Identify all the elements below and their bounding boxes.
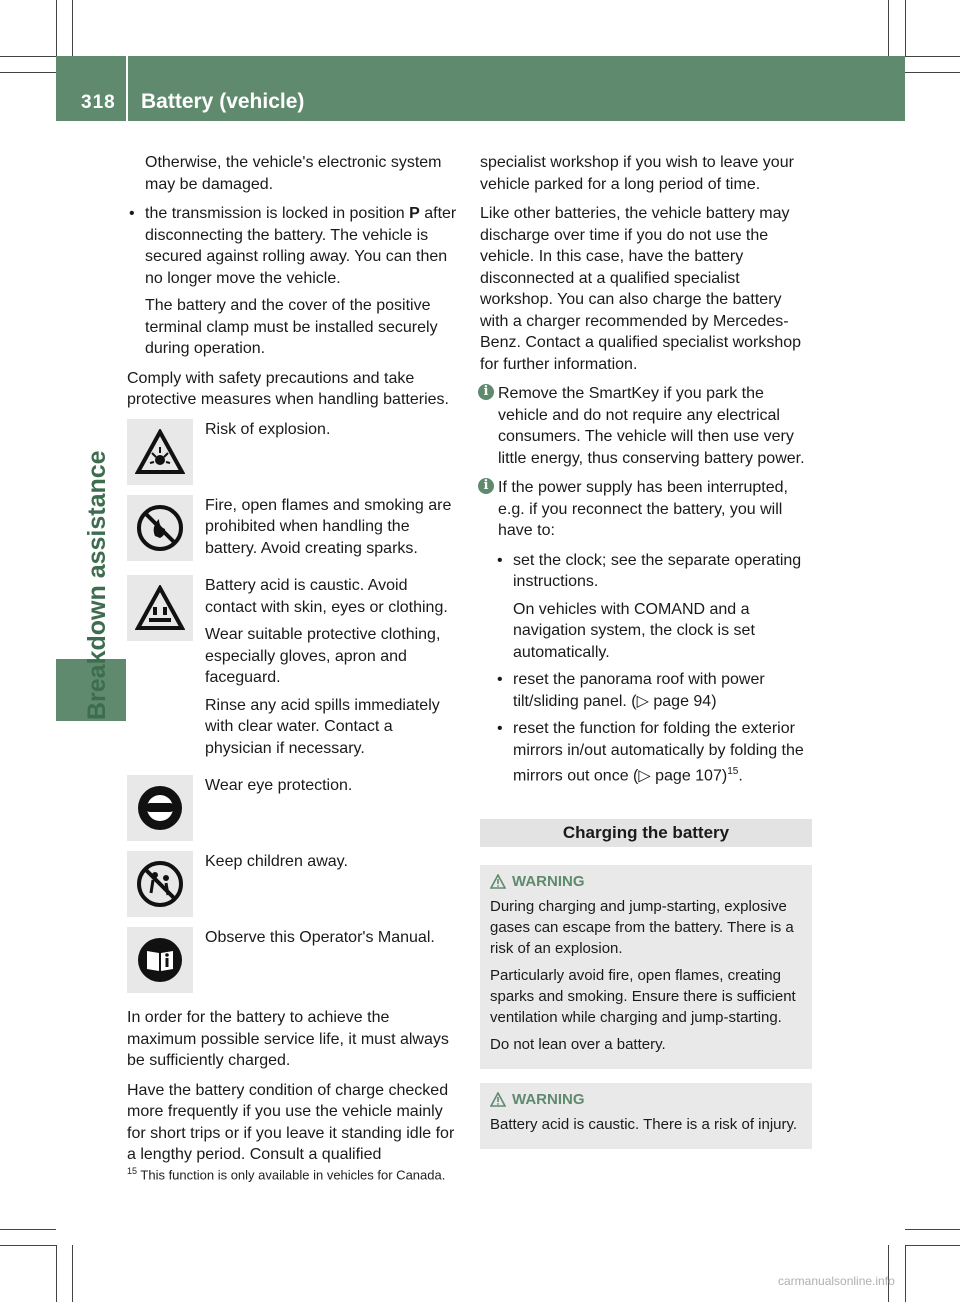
left-column bbox=[127, 152, 462, 1174]
list-item: • the transmission is locked in position P after disconnecting the battery. The vehicle is secured against rolling away. You can then no longer move the vehicle. bbox=[129, 205, 457, 287]
corrosive-warning-icon bbox=[127, 575, 193, 641]
page-title: Battery (vehicle) bbox=[141, 90, 305, 113]
keep-children-away-icon bbox=[127, 851, 193, 917]
crop-mark bbox=[905, 72, 960, 73]
bullet-icon: • bbox=[497, 551, 503, 569]
warning-triangle-icon bbox=[490, 1092, 506, 1107]
symbol-text: Rinse any acid spills immediately with clear water. Contact a physician if necessary. bbox=[205, 696, 440, 757]
symbol-row bbox=[127, 495, 462, 566]
symbol-text: Fire, open flames and smoking are prohibited when handling the battery. Avoid creating sparks. bbox=[205, 496, 452, 557]
info-note: i Remove the SmartKey if you park the vehicle and do not require any electrical consumers. The vehicle will then use very little energy, thus conserving battery power. bbox=[480, 383, 812, 469]
warning-title: WARNING bbox=[512, 1090, 585, 1108]
crop-mark bbox=[0, 1245, 56, 1246]
paragraph: Like other batteries, the vehicle battery may discharge over time if you do not use the vehicle. In this case, have the battery disconnected at a qualified specialist workshop. You can also charge the battery with a charger recommended by Mercedes-Benz. Contact a qualified specialist workshop for further information. bbox=[480, 205, 802, 373]
no-fire-icon bbox=[127, 495, 193, 561]
symbol-row bbox=[127, 419, 462, 485]
list-item-note: On vehicles with COMAND and a navigation system, the clock is set automatically. bbox=[513, 600, 755, 661]
info-note: i If the power supply has been interrupted, e.g. if you reconnect the battery, you will have to: bbox=[480, 477, 812, 542]
info-icon: i bbox=[478, 384, 494, 400]
symbol-text: Wear suitable protective clothing, especially gloves, apron and faceguard. bbox=[205, 626, 441, 686]
symbol-row bbox=[127, 575, 462, 765]
section-heading: Charging the battery bbox=[480, 819, 812, 847]
warning-text: During charging and jump-starting, explosive gases can escape from the battery. There is a risk of an explosion. bbox=[490, 897, 794, 957]
list-item: • set the clock; see the separate operating instructions. On vehicles with COMAND and a navigation system, the clock is set automatically. bbox=[480, 550, 812, 664]
page-number: 318 bbox=[81, 92, 116, 113]
warning-box bbox=[480, 865, 812, 1069]
crop-mark bbox=[888, 0, 889, 56]
crop-mark bbox=[0, 1229, 56, 1230]
paragraph: specialist workshop if you wish to leave your vehicle parked for a long period of time. bbox=[480, 154, 794, 193]
crop-mark bbox=[56, 0, 57, 56]
symbol-text: Keep children away. bbox=[205, 853, 348, 870]
crop-mark bbox=[72, 1245, 73, 1302]
symbol-row bbox=[127, 851, 462, 917]
manual-icon bbox=[127, 927, 193, 993]
crop-mark bbox=[56, 1245, 57, 1302]
warning-text: Particularly avoid fire, open flames, creating sparks and smoking. Ensure there is sufficient ventilation while charging and jump-starting. bbox=[490, 966, 796, 1026]
info-icon: i bbox=[478, 478, 494, 494]
eye-protection-icon bbox=[127, 775, 193, 841]
warning-text: Battery acid is caustic. There is a risk of injury. bbox=[490, 1115, 798, 1133]
bullet-icon: • bbox=[497, 671, 503, 688]
crop-mark bbox=[905, 1229, 960, 1230]
list-item: • reset the panorama roof with power tilt/sliding panel. (▷ page 94) bbox=[497, 671, 765, 710]
paragraph: The battery and the cover of the positive terminal clamp must be installed securely during operation. bbox=[145, 297, 438, 357]
watermark: carmanualsonline.info bbox=[778, 1274, 895, 1288]
symbol-row bbox=[127, 775, 462, 841]
paragraph: Comply with safety precautions and take protective measures when handling batteries. bbox=[127, 369, 449, 408]
crop-mark bbox=[905, 0, 906, 56]
symbol-text: Observe this Operator's Manual. bbox=[205, 929, 435, 946]
warning-title: WARNING bbox=[512, 872, 585, 890]
side-tab-label: Breakdown assistance bbox=[83, 450, 111, 720]
crop-mark bbox=[72, 0, 73, 56]
symbol-text: Battery acid is caustic. Avoid contact with skin, eyes or clothing. bbox=[205, 577, 448, 616]
warning-triangle-icon bbox=[490, 874, 506, 889]
crop-mark bbox=[0, 72, 56, 73]
warning-text: Do not lean over a battery. bbox=[490, 1035, 666, 1053]
crop-mark bbox=[0, 56, 56, 57]
explosion-warning-icon bbox=[127, 419, 193, 485]
symbol-row bbox=[127, 927, 462, 993]
crop-mark bbox=[905, 1245, 960, 1246]
right-column bbox=[480, 152, 812, 1163]
paragraph: Otherwise, the vehicle's electronic system may be damaged. bbox=[145, 154, 442, 193]
footnote: $^{15}$ This function is only available in vehicles for Canada. bbox=[127, 1166, 446, 1183]
list-item: • reset the function for folding the exterior mirrors in/out automatically by folding the mirrors out once (▷ page 107)$^{15}$. bbox=[497, 720, 804, 785]
symbol-text: Risk of explosion. bbox=[205, 420, 331, 438]
footnote-ref: 15 bbox=[727, 766, 739, 777]
bullet-icon: • bbox=[497, 720, 503, 737]
header-separator bbox=[126, 56, 128, 121]
symbol-text: Wear eye protection. bbox=[205, 777, 353, 794]
paragraph: Have the battery condition of charge checked more frequently if you use the vehicle mainly for short trips or if you leave it standing idle for a lengthy period. Consult a qualified bbox=[127, 1081, 455, 1163]
bullet-icon: • bbox=[129, 205, 135, 222]
crop-mark bbox=[905, 56, 960, 57]
warning-box bbox=[480, 1083, 812, 1149]
paragraph: In order for the battery to achieve the maximum possible service life, it must always be sufficiently charged. bbox=[127, 1009, 449, 1069]
crop-mark bbox=[905, 1245, 906, 1302]
